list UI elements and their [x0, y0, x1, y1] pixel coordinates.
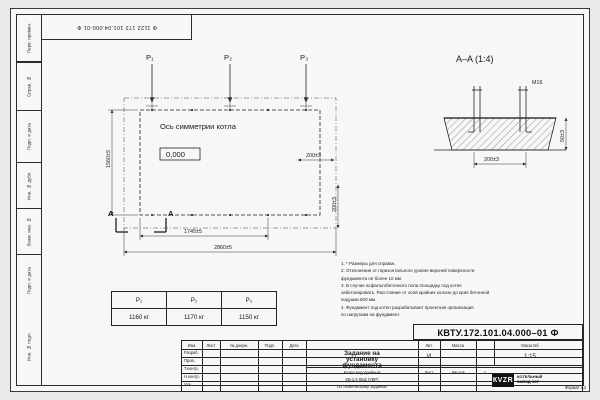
tb-value-scale: 1:15 [524, 354, 536, 360]
note-line-7: по нагрузкам на фундамент. [341, 311, 401, 317]
level-mark-label: 0,000 [166, 150, 186, 159]
dim-vertical-left [108, 110, 138, 215]
tb-role-razrab: Разраб. [184, 350, 199, 355]
note-line-3: 3. В случае асфальтобетонного пола площадку под котел [341, 282, 462, 288]
left-cell-label-3: Инв. № дубл. [26, 171, 32, 200]
company-line-1: КОТЕЛЬНЫЙ [517, 374, 543, 380]
load-arrows [152, 64, 306, 102]
left-cell-label-4: Взам. инв. № [26, 217, 32, 246]
left-cell-label-5: Подп. и дата [26, 266, 32, 295]
load-table-header-p1: P₁ [112, 292, 167, 309]
note-line-6: 4. Фундамент под котел разрабатывает проектная организация [341, 304, 474, 310]
left-cell-label-0: Перв. примен. [26, 22, 32, 54]
left-cell-3 [16, 162, 42, 208]
left-cell-0 [16, 14, 42, 62]
load-table-value-p3: 1150 кг [222, 309, 277, 326]
load-table [111, 291, 277, 326]
tb-role-utv: Утв. [184, 382, 192, 387]
technical-notes [341, 261, 573, 319]
tb-value-lit: И [426, 354, 432, 360]
tb-label-listov: Листов [451, 369, 465, 375]
left-cell-2 [16, 110, 42, 162]
load-table-header-p2: P₂ [167, 292, 222, 309]
load-label-p1: P₁ [146, 53, 154, 62]
tb-label-massa: Масса [451, 342, 465, 348]
left-cell-label-1: Справ. № [26, 75, 32, 98]
designation-code: КВТУ.172.101.04.000–01 Ф [413, 324, 583, 340]
company-line-2: ЗАВОД КЗР [517, 379, 540, 384]
dim-bottom-outer-label: 2860±5 [214, 245, 232, 251]
top-reference-box [42, 14, 192, 40]
load-table-value-p2: 1170 кг [167, 309, 222, 326]
note-line-0: 1. * Размеры для справок. [341, 261, 396, 266]
title-block [181, 340, 583, 392]
tb-role-nkontr: Н.контр. [184, 374, 200, 379]
load-table-header-row [112, 292, 277, 309]
load-table-value-p1: 1160 кг [112, 309, 167, 326]
top-reference-label: Ф 1122 172 101.04.000-01 Ф [76, 23, 157, 30]
load-label-p3: P₃ [300, 53, 309, 62]
dim-section-height-label: 50±3 [560, 130, 566, 142]
load-label-p2: P₂ [224, 53, 233, 62]
dim-right-small-label: 200±3 [306, 153, 321, 159]
left-cell-4 [16, 208, 42, 254]
company-logo-mark: КVZR [492, 374, 514, 387]
load-table-header-p3: P₃ [222, 292, 277, 309]
axis-symmetry-caption: Ось симметрии котла [160, 122, 236, 131]
section-marks [116, 218, 166, 232]
tb-value-listov: 1 [483, 369, 487, 375]
tb-role-prov: Пров. [184, 358, 195, 363]
dim-bottom-inner-label: 1745±5 [184, 229, 202, 235]
tb-col-izm: Изм. [187, 342, 197, 348]
dim-right-vertical-label: 200±3 [332, 197, 338, 212]
tb-label-list: Лист [424, 369, 434, 375]
note-line-5: подушки 500 мм. [341, 297, 377, 303]
tb-title-line-3: фундамента [342, 361, 382, 369]
left-margin-strip [16, 14, 42, 386]
section-bolt-label: M16 [532, 80, 543, 86]
company-logo-text [517, 375, 542, 385]
note-line-4: забетонировать. Расстояние от осей крайних колонн до края бетонной [341, 290, 490, 295]
tb-title-line-1: Задание на [344, 349, 380, 357]
dim-vertical-left-label: 1560±5 [106, 150, 112, 168]
section-label-right: A [168, 209, 174, 218]
tb-title-line-2: установку [345, 355, 379, 363]
tb-role-tkontr: Т.контр. [184, 366, 199, 371]
tb-col-list: Лист [206, 342, 216, 348]
sheet-format-label: Формат А3 [564, 385, 586, 390]
load-table-value-row [112, 309, 277, 326]
tb-product-line-3: по техническому заданию [337, 384, 387, 389]
drawing-sheet [10, 8, 590, 392]
note-line-1: 2. Отклонение от горизонтального уровня верхней поверхности [341, 268, 475, 274]
note-line-2: фундамента не более 10 мм. [341, 275, 403, 281]
dim-section-width [474, 152, 526, 168]
tb-label-masshtab: Масштаб [521, 342, 539, 348]
left-cell-6 [16, 306, 42, 388]
left-cell-1 [16, 62, 42, 110]
tb-label-lit: Лит. [425, 342, 433, 348]
left-cell-label-2: Подп. и дата [26, 122, 32, 151]
dim-section-width-label: 200±3 [484, 157, 499, 163]
tb-col-data: Дата [289, 342, 299, 348]
dim-bottom-inner [140, 218, 268, 240]
tb-product-line-1: Котел водогрейный [343, 370, 381, 375]
section-label-left: A [108, 209, 114, 218]
tb-col-podp: Подп. [264, 342, 276, 348]
section-title: A–A (1:4) [456, 54, 494, 64]
left-cell-5 [16, 254, 42, 306]
left-cell-label-6: Инв. № подл. [26, 332, 32, 362]
tb-product-line-2: КВ-2,5 КБД (УВР) [345, 377, 379, 382]
tb-col-docum: № докум. [230, 342, 248, 348]
